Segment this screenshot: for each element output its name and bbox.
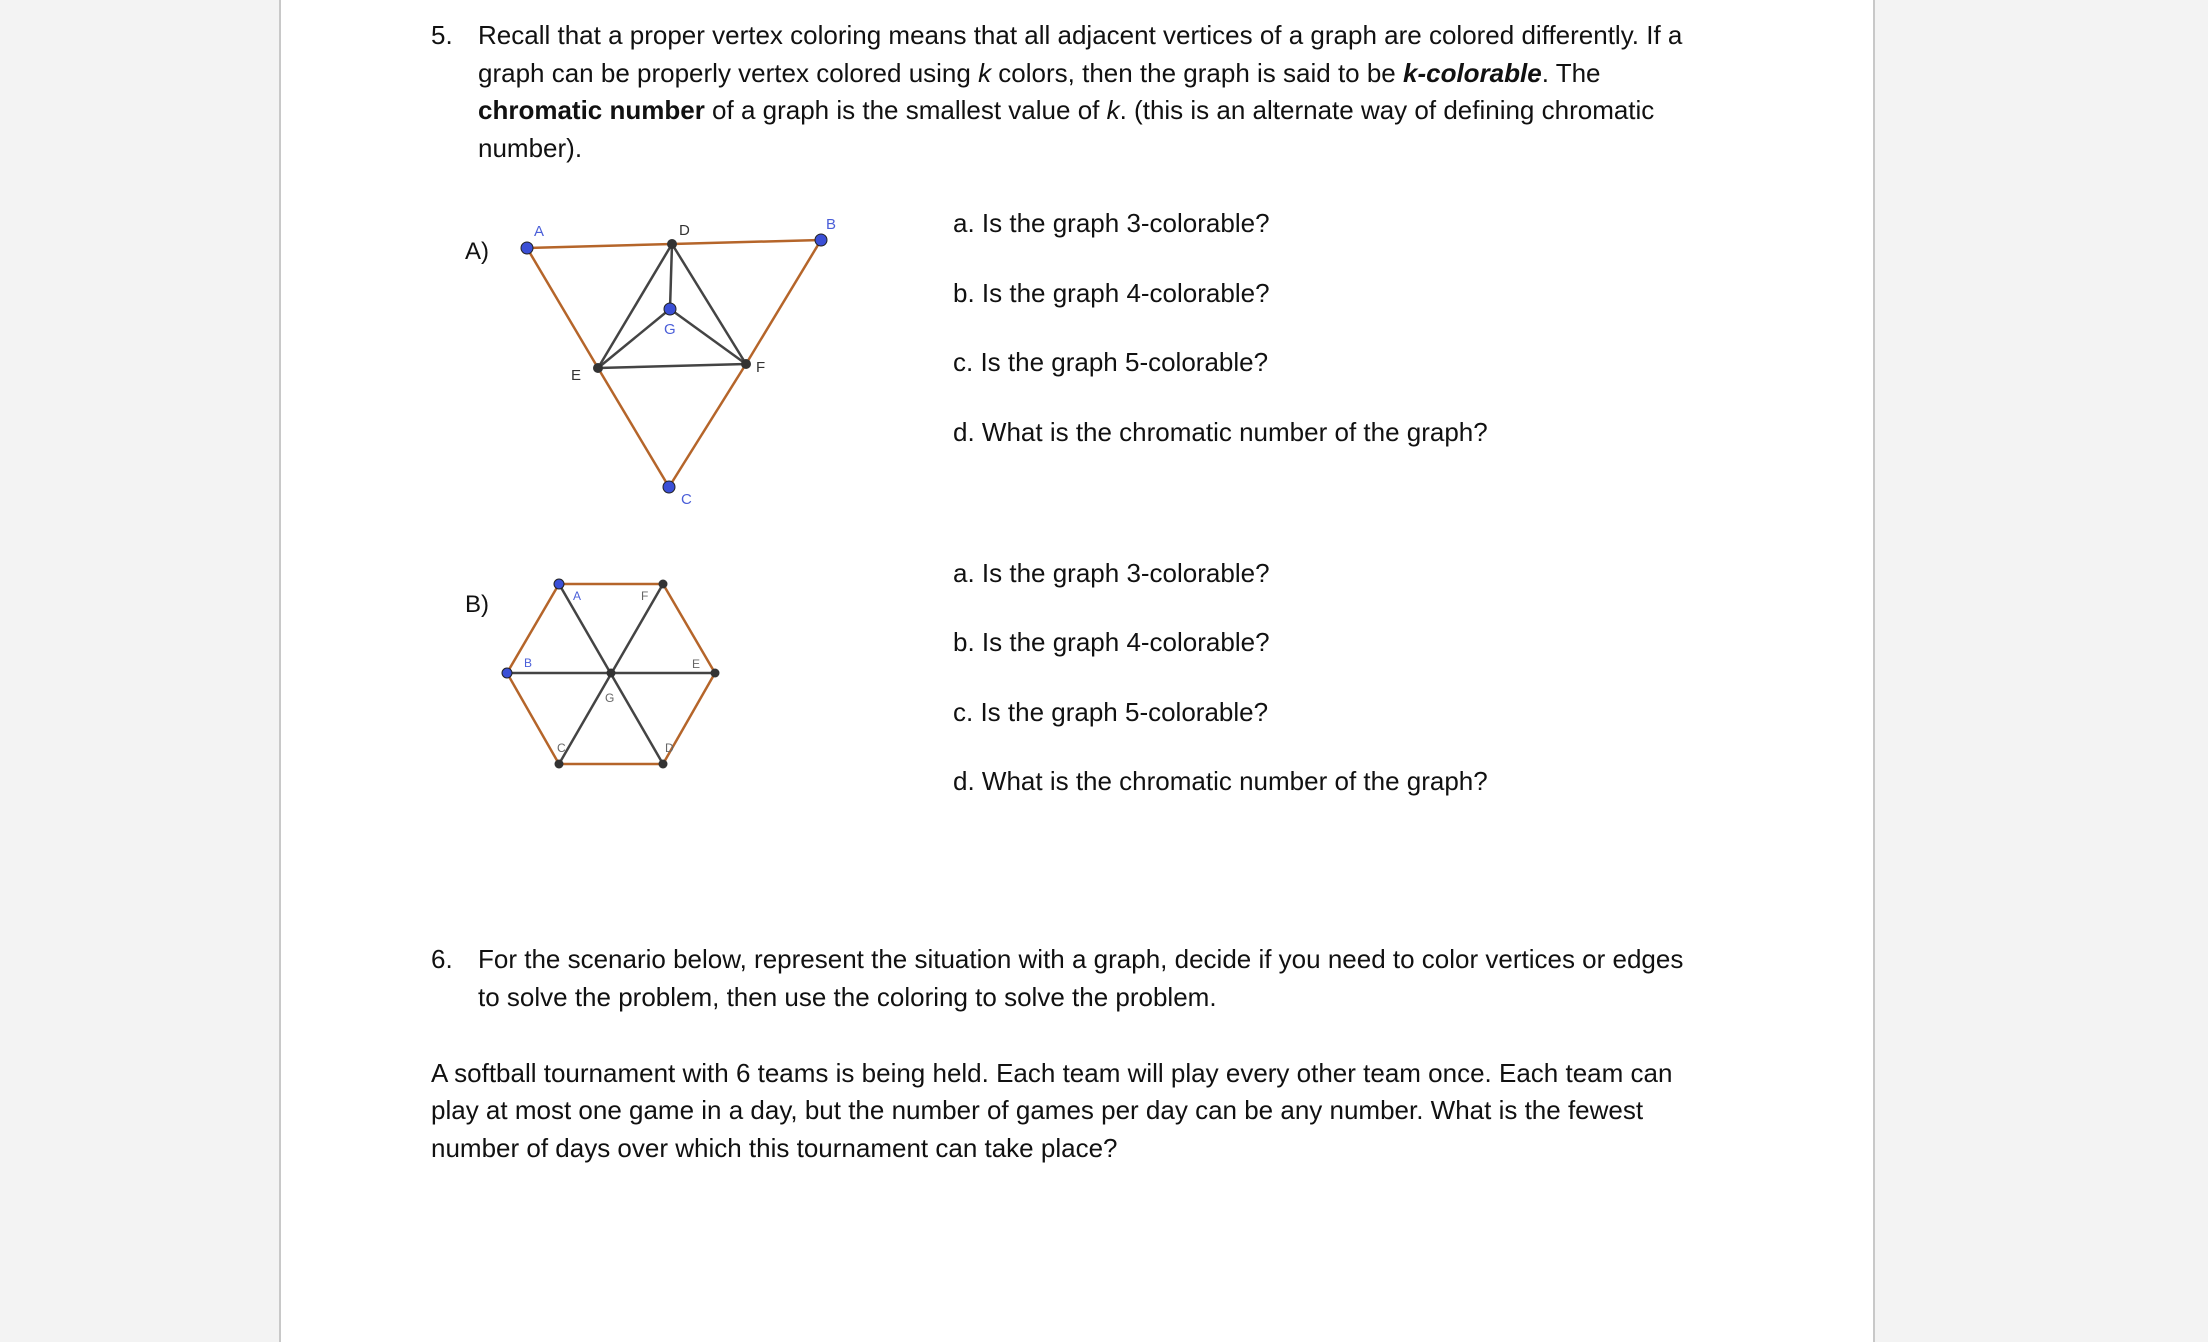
label-f: F (641, 589, 649, 603)
graph-b-question-b: b. Is the graph 4-colorable? (953, 627, 1270, 657)
graph-b-question-c: c. Is the graph 5-colorable? (953, 697, 1269, 727)
label-b: B (524, 656, 533, 670)
q5-line-4: number). (478, 133, 583, 163)
vertex-f (659, 580, 668, 589)
q5-line-3-k: k (1106, 95, 1120, 125)
document-page (279, 0, 1875, 1342)
q5-line-2-k: k (978, 58, 992, 88)
q6-line-1: For the scenario below, represent the situation with a graph, decide if you need to color vertices or edges (478, 944, 1684, 974)
graph-a-question-b: b. Is the graph 4-colorable? (953, 278, 1270, 308)
label-f: F (756, 359, 766, 376)
label-c: C (681, 491, 692, 508)
vertex-e (711, 669, 720, 678)
scenario-line-3: number of days over which this tournament can take place? (431, 1133, 1118, 1163)
label-g: G (605, 691, 615, 705)
label-e: E (571, 367, 582, 384)
q6-line-2: to solve the problem, then use the coloring to solve the problem. (478, 982, 1217, 1012)
scenario-line-2: play at most one game in a day, but the number of games per day can be any number. What is the fewest (431, 1095, 1644, 1125)
q5-line-2-mid: colors, then the graph is said to be (991, 58, 1403, 88)
graph-b-question-d: d. What is the chromatic number of the graph? (953, 766, 1488, 796)
label-b: B (826, 216, 837, 233)
label-d: D (665, 741, 674, 755)
q5-line-3-mid: of a graph is the smallest value of (704, 95, 1107, 125)
edge-f-e (663, 584, 715, 673)
vertex-a (554, 579, 564, 589)
label-e: E (692, 657, 701, 671)
q5-number: 5. (431, 20, 453, 50)
label-d: D (679, 222, 690, 239)
vertex-d (659, 760, 668, 769)
vertex-b (502, 668, 512, 678)
graph-a-question-d: d. What is the chromatic number of the graph? (953, 417, 1488, 447)
graph-a-question-a: a. Is the graph 3-colorable? (953, 208, 1270, 238)
q5-line-2-pre: graph can be properly vertex colored using (478, 58, 979, 88)
graph-a-question-c: c. Is the graph 5-colorable? (953, 347, 1269, 377)
q5-line-1-text: Recall that a proper vertex coloring means that all adjacent vertices of a graph are colored differently. If a (478, 20, 1683, 50)
graph-a-label: A) (465, 238, 489, 265)
vertex-c (555, 760, 564, 769)
chromatic-number-term: chromatic number (478, 95, 705, 125)
scenario-line-1: A softball tournament with 6 teams is being held. Each team will play every other team once. Each team can (431, 1058, 1673, 1088)
vertex-g (607, 669, 616, 678)
label-c: C (557, 741, 566, 755)
edge-b-a (507, 584, 559, 673)
label-a: A (534, 223, 545, 240)
graph-b-label: B) (465, 591, 489, 618)
label-g: G (664, 321, 676, 338)
graph-b-question-a: a. Is the graph 3-colorable? (953, 558, 1270, 588)
label-a: A (573, 589, 582, 603)
edge-c-b (507, 673, 559, 764)
k-colorable-term: k-colorable (1403, 58, 1542, 88)
q6-number: 6. (431, 944, 453, 974)
q5-line-3-post: . (this is an alternate way of defining chromatic (1119, 95, 1655, 125)
q5-line-2-post: . The (1541, 58, 1601, 88)
